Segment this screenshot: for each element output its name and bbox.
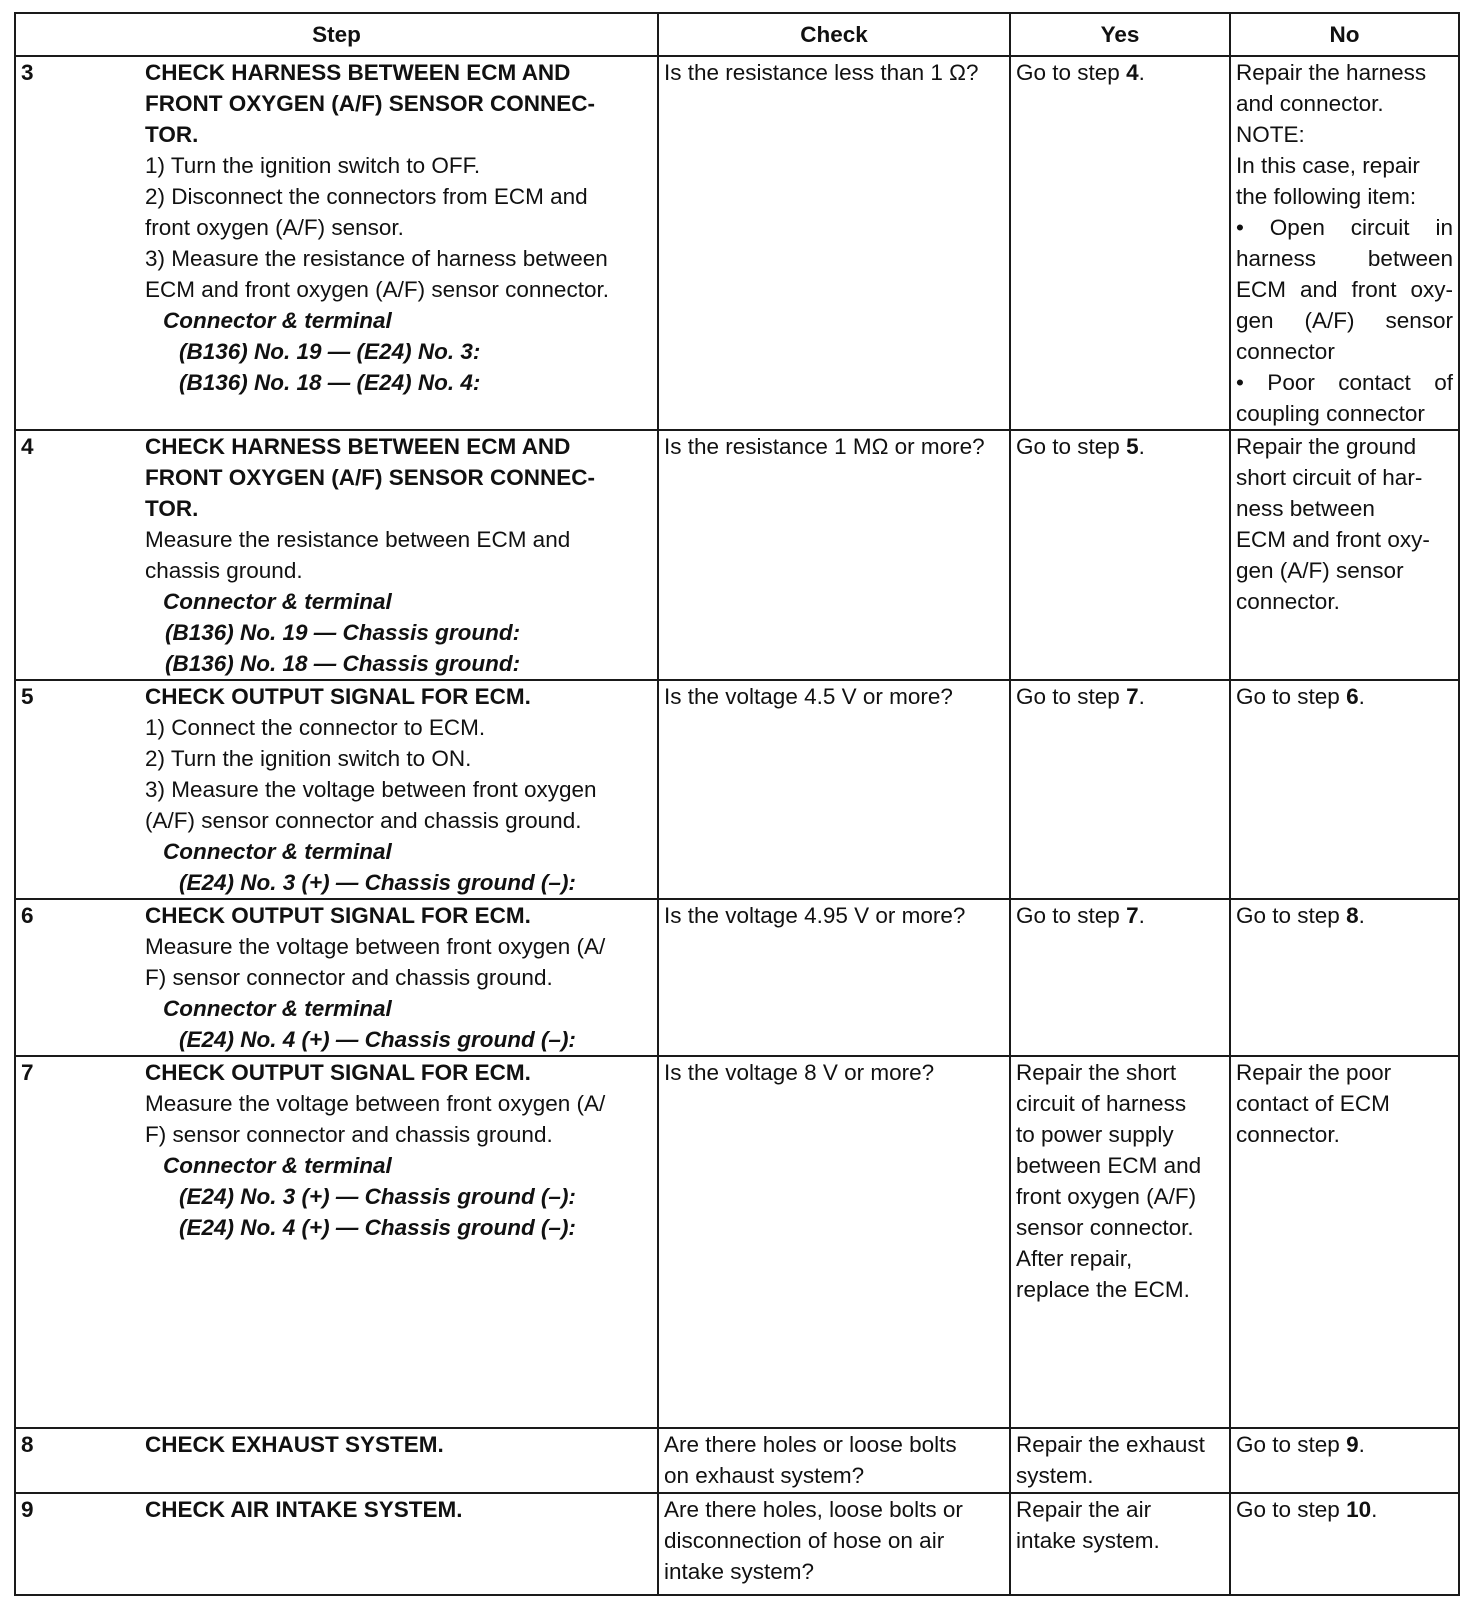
step-cell [15, 56, 658, 430]
no-line: gen (A/F) sensor [1236, 308, 1453, 333]
step-instruction: Measure the resistance between ECM and [145, 527, 571, 552]
yes-line: Repair the air [1016, 1497, 1152, 1522]
check-text: Is the voltage 8 V or more? [664, 1060, 935, 1085]
connector-terminal: (B136) No. 18 — Chassis ground: [165, 651, 521, 676]
header-row [15, 13, 1459, 56]
step-title-line: CHECK AIR INTAKE SYSTEM. [145, 1497, 463, 1522]
step-cell [15, 1428, 658, 1493]
no-line: ECM and front oxy- [1236, 527, 1430, 552]
no-cell [1230, 430, 1459, 680]
table-row [15, 1428, 1459, 1493]
yes-line: to power supply [1016, 1122, 1174, 1147]
table-row [15, 1056, 1459, 1428]
yes-cell [1010, 1493, 1230, 1595]
step-title-line: FRONT OXYGEN (A/F) SENSOR CONNEC- [145, 465, 596, 490]
table-row [15, 56, 1459, 430]
connector-terminal: (B136) No. 19 — Chassis ground: [165, 620, 521, 645]
yes-step-ref: 7 [1126, 903, 1139, 928]
check-cell [658, 899, 1010, 1056]
connector-heading: Connector & terminal [163, 308, 392, 333]
check-cell [658, 680, 1010, 899]
step-number: 6 [21, 903, 34, 928]
yes-suffix: . [1138, 60, 1145, 85]
no-cell [1230, 1428, 1459, 1493]
step-instruction: 1) Connect the connector to ECM. [145, 715, 486, 740]
step-number: 8 [21, 1432, 34, 1457]
no-line: connector [1236, 339, 1335, 364]
yes-cell [1010, 680, 1230, 899]
no-suffix: . [1358, 903, 1365, 928]
connector-terminal: (E24) No. 3 (+) — Chassis ground (–): [179, 870, 576, 895]
no-step-ref: 10 [1346, 1497, 1372, 1522]
no-line: coupling connector [1236, 401, 1425, 426]
step-instruction: Measure the voltage between front oxygen (A/ [145, 1091, 606, 1116]
yes-text: Go to step [1016, 60, 1127, 85]
no-line: Repair the poor [1236, 1060, 1392, 1085]
step-cell [15, 680, 658, 899]
step-instruction: 2) Turn the ignition switch to ON. [145, 746, 472, 771]
no-line: connector. [1236, 1122, 1340, 1147]
no-step-ref: 6 [1346, 684, 1359, 709]
no-line: contact of ECM [1236, 1091, 1390, 1116]
header-yes: Yes [1010, 13, 1230, 56]
table-row [15, 680, 1459, 899]
step-number: 3 [21, 60, 34, 85]
check-line: Are there holes, loose bolts or [664, 1497, 963, 1522]
step-instruction: front oxygen (A/F) sensor. [145, 215, 404, 240]
no-line: Repair the harness [1236, 60, 1427, 85]
yes-step-ref: 4 [1126, 60, 1139, 85]
yes-cell [1010, 430, 1230, 680]
yes-cell [1010, 899, 1230, 1056]
step-instruction: F) sensor connector and chassis ground. [145, 1122, 553, 1147]
check-cell [658, 430, 1010, 680]
no-step-ref: 9 [1346, 1432, 1359, 1457]
step-cell [15, 1493, 658, 1595]
yes-suffix: . [1138, 903, 1145, 928]
connector-heading: Connector & terminal [163, 589, 392, 614]
step-instruction: F) sensor connector and chassis ground. [145, 965, 553, 990]
yes-step-ref: 5 [1126, 434, 1139, 459]
yes-cell [1010, 1056, 1230, 1428]
check-cell [658, 1493, 1010, 1595]
step-title-line: CHECK OUTPUT SIGNAL FOR ECM. [145, 1060, 531, 1085]
yes-line: sensor connector. [1016, 1215, 1194, 1240]
no-cell [1230, 1056, 1459, 1428]
no-line: Repair the ground [1236, 434, 1417, 459]
yes-line: between ECM and [1016, 1153, 1202, 1178]
header-step: Step [15, 13, 658, 56]
no-line: • Open circuit in [1236, 215, 1453, 240]
connector-terminal: (B136) No. 18 — (E24) No. 4: [179, 370, 481, 395]
check-line: disconnection of hose on air [664, 1528, 945, 1553]
yes-text: Go to step [1016, 684, 1127, 709]
no-text: Go to step [1236, 1497, 1347, 1522]
no-line: NOTE: [1236, 122, 1305, 147]
step-number: 9 [21, 1497, 34, 1522]
yes-suffix: . [1138, 434, 1145, 459]
step-number: 7 [21, 1060, 34, 1085]
no-suffix: . [1371, 1497, 1378, 1522]
yes-line: system. [1016, 1463, 1094, 1488]
step-title-line: CHECK OUTPUT SIGNAL FOR ECM. [145, 684, 531, 709]
check-cell [658, 1428, 1010, 1493]
check-line: Are there holes or loose bolts [664, 1432, 957, 1457]
step-instruction: 2) Disconnect the connectors from ECM and [145, 184, 588, 209]
check-line: intake system? [664, 1559, 815, 1584]
step-title-line: CHECK HARNESS BETWEEN ECM AND [145, 60, 571, 85]
no-line: harness between [1236, 246, 1453, 271]
yes-line: circuit of harness [1016, 1091, 1187, 1116]
connector-heading: Connector & terminal [163, 1153, 392, 1178]
connector-terminal: (B136) No. 19 — (E24) No. 3: [179, 339, 481, 364]
check-cell [658, 56, 1010, 430]
no-line: and connector. [1236, 91, 1384, 116]
no-suffix: . [1358, 1432, 1365, 1457]
table-row [15, 899, 1459, 1056]
yes-text: Go to step [1016, 434, 1127, 459]
yes-suffix: . [1138, 684, 1145, 709]
yes-line: intake system. [1016, 1528, 1160, 1553]
no-line: ness between [1236, 496, 1375, 521]
connector-terminal: (E24) No. 4 (+) — Chassis ground (–): [179, 1215, 576, 1240]
check-text: Is the voltage 4.95 V or more? [664, 903, 966, 928]
connector-terminal: (E24) No. 4 (+) — Chassis ground (–): [179, 1027, 576, 1052]
yes-line: Repair the short [1016, 1060, 1177, 1085]
no-cell [1230, 1493, 1459, 1595]
table-row [15, 430, 1459, 680]
step-number: 4 [21, 434, 34, 459]
table-row [15, 1493, 1459, 1595]
header-check: Check [658, 13, 1010, 56]
step-title-line: FRONT OXYGEN (A/F) SENSOR CONNEC- [145, 91, 596, 116]
check-line: on exhaust system? [664, 1463, 865, 1488]
step-title-line: TOR. [145, 496, 199, 521]
diagnostic-table [14, 12, 1460, 1596]
step-cell [15, 430, 658, 680]
step-cell [15, 1056, 658, 1428]
yes-line: After repair, [1016, 1246, 1133, 1271]
step-number: 5 [21, 684, 34, 709]
step-cell [15, 899, 658, 1056]
no-line: ECM and front oxy- [1236, 277, 1453, 302]
step-title-line: CHECK OUTPUT SIGNAL FOR ECM. [145, 903, 531, 928]
check-text: Is the resistance 1 MΩ or more? [664, 434, 985, 459]
step-title-line: TOR. [145, 122, 199, 147]
no-line: gen (A/F) sensor [1236, 558, 1404, 583]
no-line: connector. [1236, 589, 1340, 614]
check-text: Is the resistance less than 1 Ω? [664, 60, 979, 85]
no-cell [1230, 680, 1459, 899]
no-line: In this case, repair [1236, 153, 1420, 178]
no-step-ref: 8 [1346, 903, 1359, 928]
connector-heading: Connector & terminal [163, 996, 392, 1021]
no-cell [1230, 899, 1459, 1056]
connector-heading: Connector & terminal [163, 839, 392, 864]
no-text: Go to step [1236, 1432, 1347, 1457]
no-line: short circuit of har- [1236, 465, 1423, 490]
yes-text: Go to step [1016, 903, 1127, 928]
check-text: Is the voltage 4.5 V or more? [664, 684, 953, 709]
yes-step-ref: 7 [1126, 684, 1139, 709]
step-title-line: CHECK HARNESS BETWEEN ECM AND [145, 434, 571, 459]
header-no: No [1230, 13, 1459, 56]
step-instruction: 1) Turn the ignition switch to OFF. [145, 153, 481, 178]
step-instruction: (A/F) sensor connector and chassis ground. [145, 808, 582, 833]
yes-line: replace the ECM. [1016, 1277, 1190, 1302]
step-instruction: 3) Measure the resistance of harness between [145, 246, 608, 271]
yes-line: front oxygen (A/F) [1016, 1184, 1197, 1209]
no-line: • Poor contact of [1236, 370, 1453, 395]
no-suffix: . [1358, 684, 1365, 709]
no-cell [1230, 56, 1459, 430]
step-instruction: Measure the voltage between front oxygen (A/ [145, 934, 606, 959]
yes-cell [1010, 1428, 1230, 1493]
no-text: Go to step [1236, 684, 1347, 709]
step-title-line: CHECK EXHAUST SYSTEM. [145, 1432, 444, 1457]
step-instruction: 3) Measure the voltage between front oxygen [145, 777, 597, 802]
no-line: the following item: [1236, 184, 1417, 209]
no-text: Go to step [1236, 903, 1347, 928]
yes-line: Repair the exhaust [1016, 1432, 1205, 1457]
step-instruction: ECM and front oxygen (A/F) sensor connector. [145, 277, 609, 302]
connector-terminal: (E24) No. 3 (+) — Chassis ground (–): [179, 1184, 576, 1209]
yes-cell [1010, 56, 1230, 430]
check-cell [658, 1056, 1010, 1428]
step-instruction: chassis ground. [145, 558, 303, 583]
